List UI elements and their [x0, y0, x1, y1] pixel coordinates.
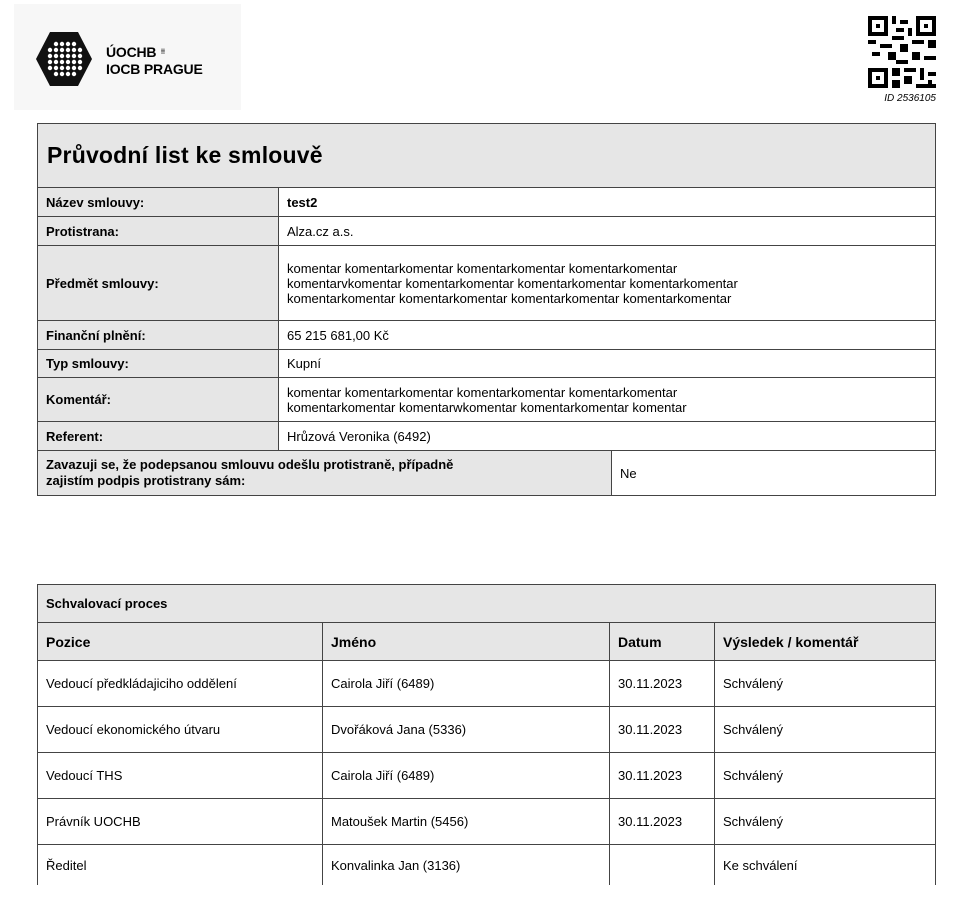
table-row [38, 661, 936, 707]
cell-result: Schválený [715, 799, 936, 845]
column-header-result: Výsledek / komentář [715, 623, 936, 661]
cell-date [610, 845, 715, 886]
comment-line: komentar komentarkomentar komentarkomentar komentarkomentar [287, 384, 678, 400]
field-value-comment [279, 378, 936, 422]
cell-result: Ke schválení [715, 845, 936, 886]
cell-name: Cairola Jiří (6489) [323, 661, 610, 707]
cell-date: 30.11.2023 [610, 799, 715, 845]
column-header-date: Datum [610, 623, 715, 661]
field-label-counterparty: Protistrana: [38, 217, 279, 246]
table-row [38, 753, 936, 799]
table-row [38, 799, 936, 845]
field-label-contract-type: Typ smlouvy: [38, 350, 279, 378]
commitment-value: Ne [612, 451, 936, 496]
document-title: Průvodní list ke smlouvě [38, 124, 936, 188]
cell-name: Cairola Jiří (6489) [323, 753, 610, 799]
field-value-counterparty: Alza.cz a.s. [279, 217, 936, 246]
commitment-line: Zavazuji se, že podepsanou smlouvu odešlu protistraně, případně [46, 457, 454, 472]
cell-position: Vedoucí předkládajiciho oddělení [38, 661, 323, 707]
subject-line: komentar komentarkomentar komentarkomentar komentarkomentar [287, 260, 678, 276]
cell-position: Vedoucí THS [38, 753, 323, 799]
logo-text [106, 44, 203, 78]
field-value-referent: Hrůzová Veronika (6492) [279, 422, 936, 451]
field-label-financial: Finanční plnění: [38, 321, 279, 350]
logo [14, 4, 241, 110]
table-row [38, 707, 936, 753]
cell-date: 30.11.2023 [610, 753, 715, 799]
column-header-position: Pozice [38, 623, 323, 661]
cell-result: Schválený [715, 753, 936, 799]
cell-name: Konvalinka Jan (3136) [323, 845, 610, 886]
comment-line: komentarkomentar komentarwkomentar komentarkomentar komentar [287, 399, 687, 415]
field-value-subject [279, 246, 936, 321]
cell-result: Schválený [715, 661, 936, 707]
column-header-name: Jméno [323, 623, 610, 661]
logo-flag-icon: ≣ [160, 49, 166, 55]
subject-line: komentarkomentar komentarkomentar komentarkomentar komentarkomentar [287, 290, 732, 306]
cell-date: 30.11.2023 [610, 661, 715, 707]
approval-section-title: Schvalovací proces [38, 585, 936, 623]
field-label-contract-name: Název smlouvy: [38, 188, 279, 217]
approval-table [37, 584, 936, 885]
cell-name: Dvořáková Jana (5336) [323, 707, 610, 753]
commitment-line: zajistím podpis protistrany sám: [46, 473, 246, 488]
qr-code-icon [868, 16, 936, 88]
field-label-subject: Předmět smlouvy: [38, 246, 279, 321]
cell-position: Ředitel [38, 845, 323, 886]
logo-line-2: IOCB PRAGUE [106, 61, 203, 77]
logo-line-1: ÚOCHB [106, 44, 157, 60]
cell-position: Vedoucí ekonomického útvaru [38, 707, 323, 753]
commitment-label [38, 451, 612, 496]
cell-result: Schválený [715, 707, 936, 753]
field-label-comment: Komentář: [38, 378, 279, 422]
cell-position: Právník UOCHB [38, 799, 323, 845]
table-row [38, 845, 936, 886]
cell-date: 30.11.2023 [610, 707, 715, 753]
iocb-hexagon-logo-icon [36, 32, 92, 86]
field-value-contract-type: Kupní [279, 350, 936, 378]
cell-name: Matoušek Martin (5456) [323, 799, 610, 845]
field-value-financial: 65 215 681,00 Kč [279, 321, 936, 350]
subject-line: komentarvkomentar komentarkomentar komentarkomentar komentarkomentar [287, 275, 738, 291]
field-value-contract-name: test2 [279, 188, 936, 217]
document-id: ID 2536105 [884, 93, 936, 104]
field-label-referent: Referent: [38, 422, 279, 451]
contract-cover-table [37, 123, 936, 496]
